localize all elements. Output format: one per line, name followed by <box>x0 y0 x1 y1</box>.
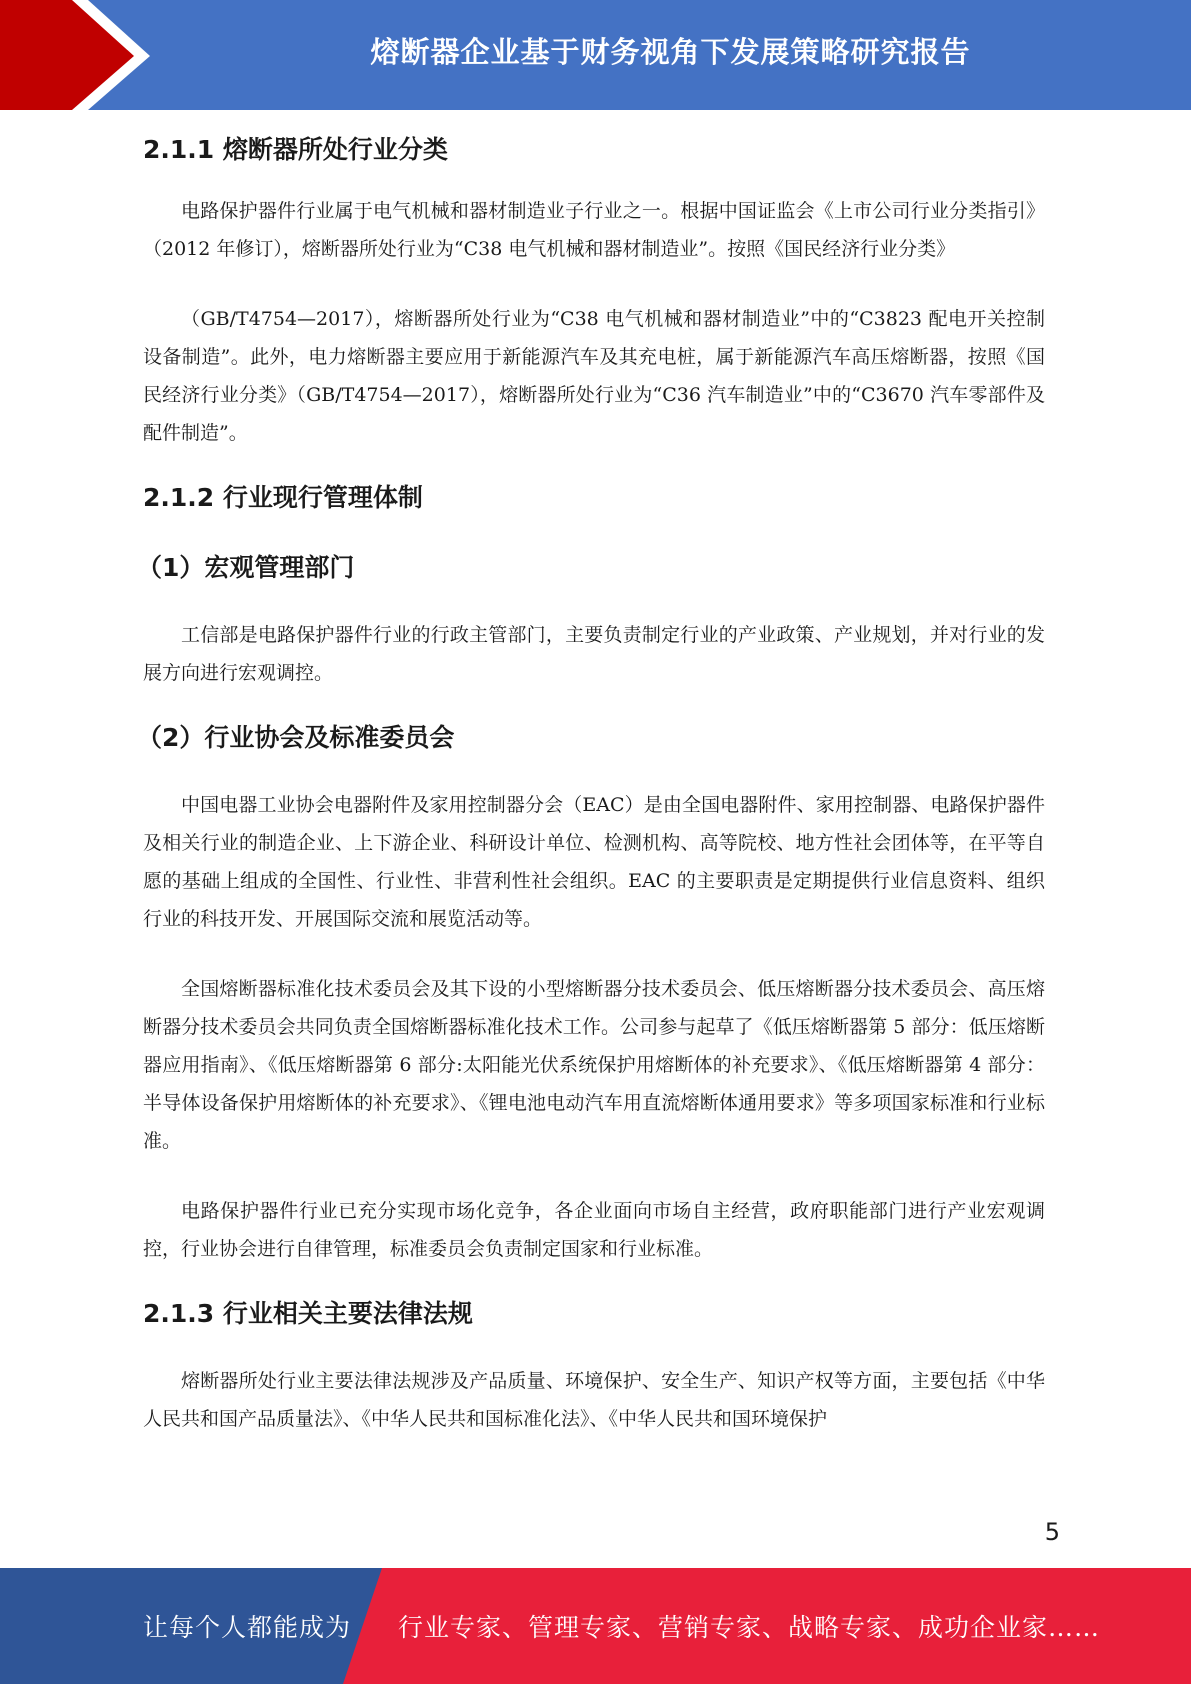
paragraph: 电路保护器件行业已充分实现市场化竞争，各企业面向市场自主经营，政府职能部门进行产业宏观调控，行业协会进行自律管理，标准委员会负责制定国家和行业标准。 <box>143 1200 1045 1260</box>
section-heading-2-1-2: 2.1.2 行业现行管理体制 <box>143 483 423 512</box>
subsection-heading-2: （2）行业协会及标准委员会 <box>137 723 455 752</box>
paragraph: 全国熔断器标准化技术委员会及其下设的小型熔断器分技术委员会、低压熔断器分技术委员会、高压熔断器分技术委员会共同负责全国熔断器标准化技术工作。公司参与起草了《低压熔断器第 5 部分：低压熔断器应用指南》、《低压熔断器第 6 部分:太阳能光伏系统保护用熔断体的补充要求》、《低压熔断器第 4 部分：半导体设备保护用熔断体的补充要求》、《锂电池电动汽车用直流熔断体通用要求》等多项国家标准和行业标准。 <box>143 978 1045 1152</box>
page-number: 5 <box>1044 1518 1060 1546</box>
footer-slogan-left: 让每个人都能成为 <box>143 1613 352 1642</box>
section-heading-2-1-1: 2.1.1 熔断器所处行业分类 <box>143 135 448 164</box>
footer-band <box>0 1568 1191 1684</box>
paragraph: 电路保护器件行业属于电气机械和器材制造业子行业之一。根据中国证监会《上市公司行业分类指引》（2012 年修订），熔断器所处行业为“C38 电气机械和器材制造业”。按照《国民经济行业分类》 <box>143 200 1045 260</box>
section-heading-2-1-3: 2.1.3 行业相关主要法律法规 <box>143 1299 473 1328</box>
paragraph: 熔断器所处行业主要法律法规涉及产品质量、环境保护、安全生产、知识产权等方面，主要包括《中华人民共和国产品质量法》、《中华人民共和国标准化法》、《中华人民共和国环境保护 <box>143 1370 1045 1430</box>
header-band <box>0 0 1191 110</box>
document-body <box>137 128 1045 1438</box>
paragraph: （GB/T4754—2017），熔断器所处行业为“C38 电气机械和器材制造业”中的“C3823 配电开关控制设备制造”。此外，电力熔断器主要应用于新能源汽车及其充电桩，属于新能源汽车高压熔断器，按照《国民经济行业分类》（GB/T4754—2017），熔断器所处行业为“C36 汽车制造业”中的“C3670 汽车零部件及配件制造”。 <box>143 308 1045 444</box>
subsection-heading-1: （1）宏观管理部门 <box>137 553 355 582</box>
header-arrow-red <box>0 0 134 110</box>
footer-slogan-right: 行业专家、管理专家、营销专家、战略专家、成功企业家…… <box>398 1613 1101 1642</box>
paragraph: 工信部是电路保护器件行业的行政主管部门，主要负责制定行业的产业政策、产业规划，并对行业的发展方向进行宏观调控。 <box>143 624 1045 684</box>
header-title: 熔断器企业基于财务视角下发展策略研究报告 <box>370 34 971 69</box>
paragraph: 中国电器工业协会电器附件及家用控制器分会（EAC）是由全国电器附件、家用控制器、电路保护器件及相关行业的制造企业、上下游企业、科研设计单位、检测机构、高等院校、地方性社会团体等，在平等自愿的基础上组成的全国性、行业性、非营利性社会组织。EAC 的主要职责是定期提供行业信息资料、组织行业的科技开发、开展国际交流和展览活动等。 <box>143 794 1045 930</box>
